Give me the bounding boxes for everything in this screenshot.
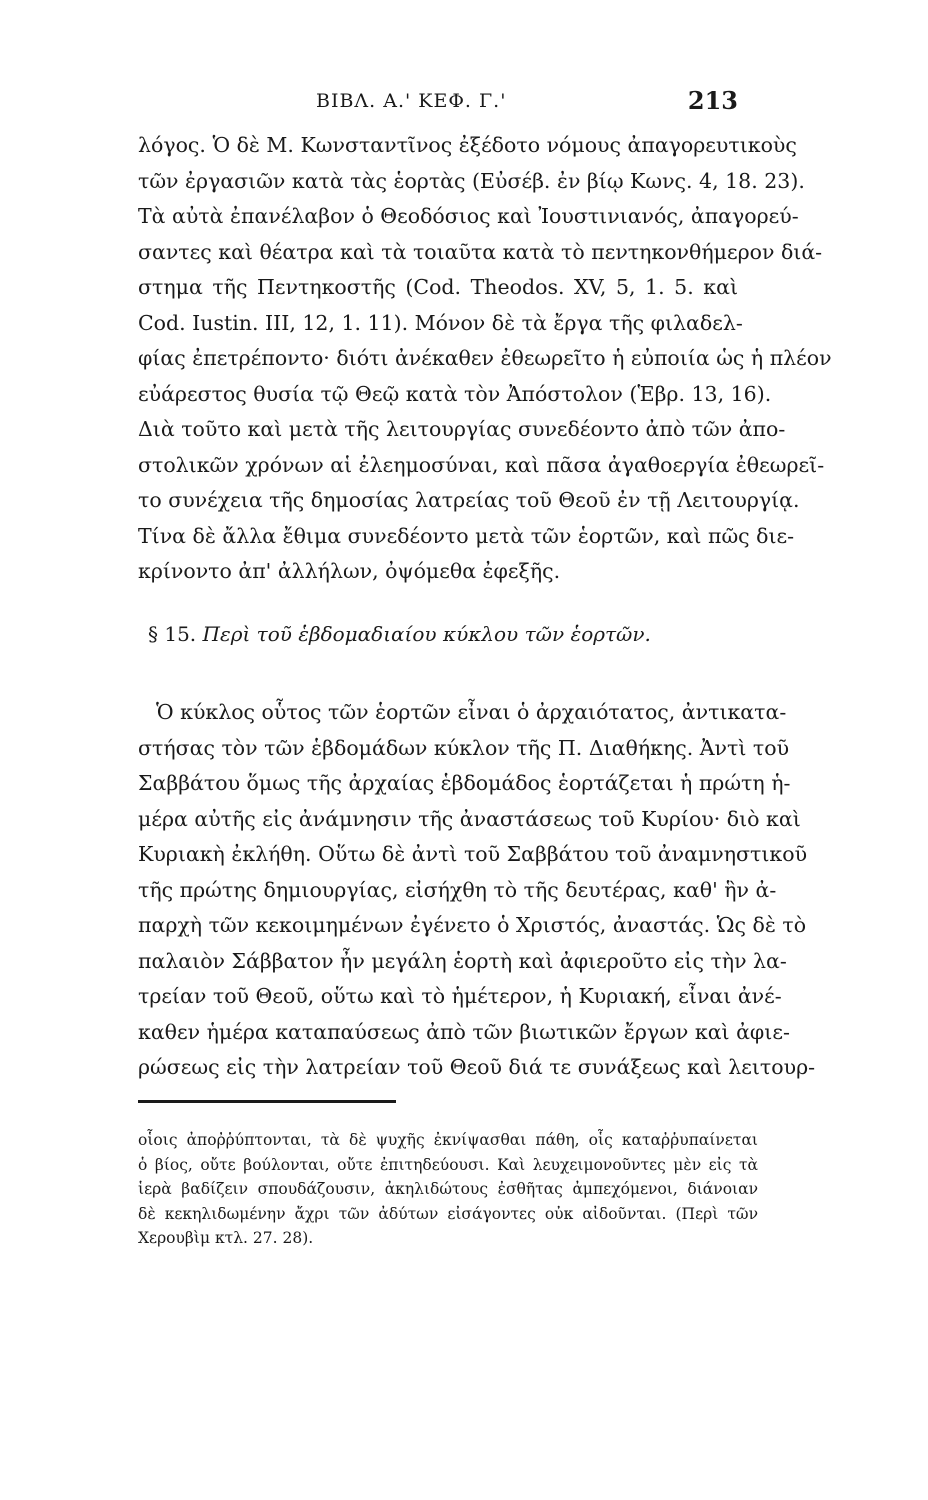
text-line: ρώσεως εἰς τὴν λατρείαν τοῦ Θεοῦ διά τε συνάξεως καὶ λειτουρ-	[138, 1055, 816, 1079]
footnote-rule	[138, 1100, 396, 1103]
text-line: Cod. Iustin. III, 12, 1. 11). Μόνον δὲ τὰ ἔργα τῆς φιλαδελ-	[138, 310, 743, 335]
text-line: φίας ἐπετρέποντο· διότι ἀνέκαθεν ἐθεωρεῖτο ἡ εὐποιία ὡς ἡ πλέον	[138, 346, 832, 370]
text-line: το συνέχεια τῆς δημοσίας λατρείας τοῦ Θεοῦ ἐν τῇ Λειτουργίᾳ.	[138, 488, 800, 512]
text-line: τῶν ἐργασιῶν κατὰ τὰς ἑορτὰς (Εὐσέβ. ἐν βίῳ Κωνς. 4, 18. 23).	[138, 168, 805, 193]
section-heading	[148, 622, 738, 646]
section-title: Περὶ τοῦ ἑβδομαδιαίου κύκλου τῶν ἑορτῶν.	[202, 622, 651, 646]
paragraph-1	[138, 128, 832, 590]
text-line: στημα τῆς Πεντηκοστῆς (Cod. Theodos. XV, 5, 1. 5. καὶ	[138, 275, 738, 299]
text-line: Τίνα δὲ ἄλλα ἔθιμα συνεδέοντο μετὰ τῶν ἑορτῶν, καὶ πῶς διε-	[138, 523, 795, 548]
section-number: § 15.	[148, 622, 197, 646]
running-title: ΒΙΒΛ. Α.' ΚΕΦ. Γ.'	[316, 90, 507, 112]
footnote-line: οἷοις ἀποῤῥύπτονται, τὰ δὲ ψυχῆς ἐκνίψασθαι πάθη, οἷς καταῤῥυπαίνεται	[138, 1131, 758, 1149]
text-line: σαντες καὶ θέατρα καὶ τὰ τοιαῦτα κατὰ τὸ πεντηκονθήμερον διά-	[138, 239, 823, 264]
text-line: στήσας τὸν τῶν ἑβδομάδων κύκλον τῆς Π. Διαθήκης. Ἀντὶ τοῦ	[138, 735, 790, 760]
footnote-line: ἱερὰ βαδίζειν σπουδάζουσιν, ἀκηλιδώτους ἐσθῆτας ἀμπεχόμενοι, διάνοιαν	[138, 1180, 758, 1198]
text-line: μέρα αὐτῆς εἰς ἀνάμνησιν τῆς ἀναστάσεως τοῦ Κυρίου· διὸ καὶ	[138, 806, 801, 831]
running-head	[138, 86, 738, 116]
text-line: παρχὴ τῶν κεκοιμημένων ἐγένετο ὁ Χριστός, ἀναστάς. Ὡς δὲ τὸ	[138, 913, 807, 937]
text-line: Κυριακὴ ἐκλήθη. Οὕτω δὲ ἀντὶ τοῦ Σαββάτου τοῦ ἀναμνηστικοῦ	[138, 842, 808, 866]
text-line: στολικῶν χρόνων αἱ ἐλεημοσύναι, καὶ πᾶσα ἀγαθοεργία ἐθεωρεῖ-	[138, 452, 825, 477]
text-line: καθεν ἡμέρα καταπαύσεως ἀπὸ τῶν βιωτικῶν ἔργων καὶ ἀφιε-	[138, 1019, 790, 1044]
text-line: εὐάρεστος θυσία τῷ Θεῷ κατὰ τὸν Ἀπόστολον (Ἑβρ. 13, 16).	[138, 381, 772, 406]
footnote-line: δὲ κεκηλιδωμένην ἄχρι τῶν ἀδύτων εἰσάγοντες οὐκ αἰδοῦνται. (Περὶ τῶν	[138, 1204, 758, 1223]
footnote-line: Χερουβὶμ κτλ. 27. 28).	[138, 1229, 314, 1247]
text-line: Τὰ αὐτὰ ἐπανέλαβον ὁ Θεοδόσιος καὶ Ἰουστινιανός, ἀπαγορεύ-	[138, 204, 799, 228]
text-line: κρίνοντο ἀπ' ἀλλήλων, ὀψόμεθα ἐφεξῆς.	[138, 559, 561, 583]
text-line: τῆς πρώτης δημιουργίας, εἰσήχθη τὸ τῆς δευτέρας, καθ' ἣν ἀ-	[138, 877, 777, 902]
text-line: παλαιὸν Σάββατον ἦν μεγάλη ἑορτὴ καὶ ἀφιεροῦτο εἰς τὴν λα-	[138, 948, 787, 973]
text-line: Ὁ κύκλος οὗτος τῶν ἑορτῶν εἶναι ὁ ἀρχαιότατος, ἀντικατα-	[156, 700, 787, 724]
text-line: λόγος. Ὁ δὲ Μ. Κωνσταντῖνος ἐξέδοτο νόμους ἀπαγορευτικοὺς	[138, 133, 797, 157]
footnote	[138, 1128, 758, 1251]
footnote-line: ὁ βίος, οὔτε βούλονται, οὔτε ἐπιτηδεύουσι. Καὶ λευχειμονοῦντες μὲν εἰς τὰ	[138, 1155, 758, 1174]
text-line: Διὰ τοῦτο καὶ μετὰ τῆς λειτουργίας συνεδέοντο ἀπὸ τῶν ἀπο-	[138, 417, 786, 441]
page-number: 213	[687, 86, 738, 115]
paragraph-2	[138, 695, 816, 1086]
text-line: τρείαν τοῦ Θεοῦ, οὕτω καὶ τὸ ἡμέτερον, ἡ Κυριακή, εἶναι ἀνέ-	[138, 984, 782, 1008]
text-line: Σαββάτου ὅμως τῆς ἀρχαίας ἑβδομάδος ἑορτάζεται ἡ πρώτη ἡ-	[138, 771, 791, 795]
